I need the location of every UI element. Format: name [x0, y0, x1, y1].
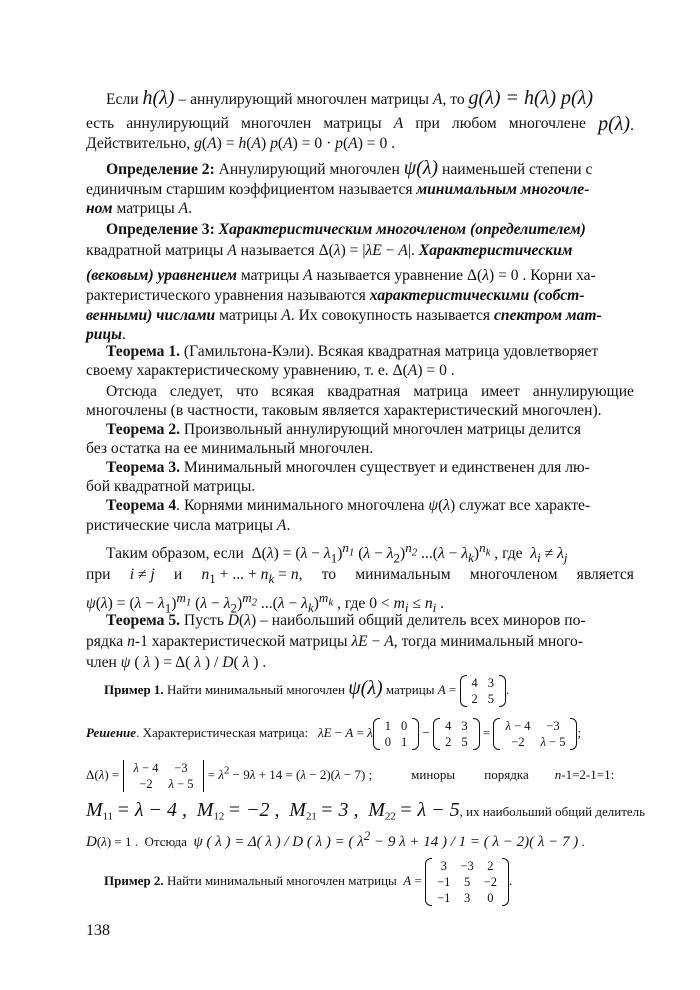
text-line: (вековым) уравнением матрицы A называется уравнение Δ(λ) = 0 . Корни ха-	[86, 267, 596, 284]
text-line: своему характеристическому уравнению, т. е. Δ(A) = 0 .	[86, 362, 455, 379]
text-line: венными) числами матрицы A. Их совокупность называется спектром мат-	[86, 307, 602, 324]
text-line: Отсюда следует, что всякая квадратная матрица имеет аннулирующие	[106, 383, 634, 400]
text-line: $M_{11} = \lambda - 4$ , $M_{12} = -2$ , $M_{21} = 3$ , $M_{22} = \lambda - 5$, их наибольший общий делитель	[86, 799, 646, 823]
text-line: ристические числа матрицы A.	[86, 517, 291, 534]
text-line: бой квадратной матрицы.	[86, 478, 256, 495]
text-line: член ψ ( λ ) = Δ( λ ) / D( λ ) .	[86, 654, 267, 671]
text-line: рактеристического уравнения называются характеристическими (собст-	[86, 287, 585, 304]
text-line: $\psi(\lambda) = (\lambda - \lambda_1)^{m_1}$ $(\lambda - \lambda_2)^{m_2}$ $...(\lambda - \lambda_k)^{m_k}$ , где $0 < m_i \le n_i$ .	[86, 590, 445, 616]
text-line: Теорема 4. Корнями минимального многочлена ψ(λ) служат все характе-	[106, 497, 591, 514]
text-line: Пример 1. Найти минимальный многочлен ψ(λ) матрицы A = 4 3 2 5 .	[104, 676, 510, 706]
text-line: D(λ) = 1 . Отсюда ψ ( λ ) = Δ( λ ) / D ( λ ) = ( $\lambda^2 - 9$ λ + 14 ) / 1 = ( λ − 2)( λ − 7 ) .	[86, 828, 585, 850]
text-line: Определение 3: Характеристическим многочленом (определителем)	[106, 221, 586, 238]
text-line: рицы.	[86, 326, 126, 343]
text-line: рядка n-1 характеристической матрицы λE − A, тогда минимальный много-	[86, 633, 584, 650]
text-line: Теорема 1. (Гамильтона-Кэли). Всякая квадратная матрица удовлетворяет	[106, 343, 599, 360]
text-line: без остатка на ее минимальный многочлен.	[86, 440, 374, 457]
text-line: при i ≠ j и $n_1$ + ... + $n_k = n$, то минимальным многочленом является	[86, 566, 634, 587]
text-line: многочлены (в частности, таковым является характеристический многочлен).	[86, 402, 602, 419]
text-line: Теорема 3. Минимальный многочлен существует и единственен для лю-	[106, 459, 590, 476]
text-line: Пример 2. Найти минимальный многочлен матрицы A = 3 −3 2 −1 5 −2 −1 3 0 .	[104, 859, 513, 905]
text-line: есть аннулирующий многочлен матрицы A при любом многочлене p(λ).	[86, 113, 634, 135]
text-line: Определение 2: Аннулирующий многочлен ψ(λ) наименьшей степени с	[106, 157, 593, 179]
text-line: квадратной матрицы A называется Δ(λ) = |λE − A|. Характеристическим	[86, 242, 573, 259]
text-line: Решение. Характеристическая матрица: λE − A = λ 1 0 0 1 − 4 3 2 5 = λ − 4 −3 −2 λ − 5 ;	[86, 719, 582, 749]
text-line: Δ(λ) = λ − 4 −3 −2 λ − 5 = $\lambda^2 - 9\lambda + 14 = (\lambda - 2)(\lambda - 7)$ ; миноры порядка n-1=2-1=1:	[86, 761, 615, 791]
text-line: Теорема 2. Произвольный аннулирующий многочлен матрицы делится	[106, 421, 582, 438]
text-line: единичным старшим коэффициентом называется минимальным многочле-	[86, 181, 590, 198]
text-line: ном матрицы A.	[86, 200, 193, 217]
text-line: Если h(λ) – аннулирующий многочлен матрицы A, то g(λ) = h(λ) p(λ)	[106, 87, 593, 109]
text-line: Теорема 5. Пусть D(λ) – наибольший общий делитель всех миноров по-	[106, 612, 586, 629]
text-line: Таким образом, если $\Delta(\lambda) = (\lambda - \lambda_1)^{n_1}$ $(\lambda - \lambda_2)^{n_2}$ $...(\lambda - \lambda_k)^{n_k}$ , где $\lambda_i \ne \lambda_j$	[106, 540, 568, 566]
text-line: Действительно, g(A) = h(A) p(A) = 0 · p(A) = 0 .	[86, 135, 396, 152]
page-number: 138	[86, 922, 110, 939]
